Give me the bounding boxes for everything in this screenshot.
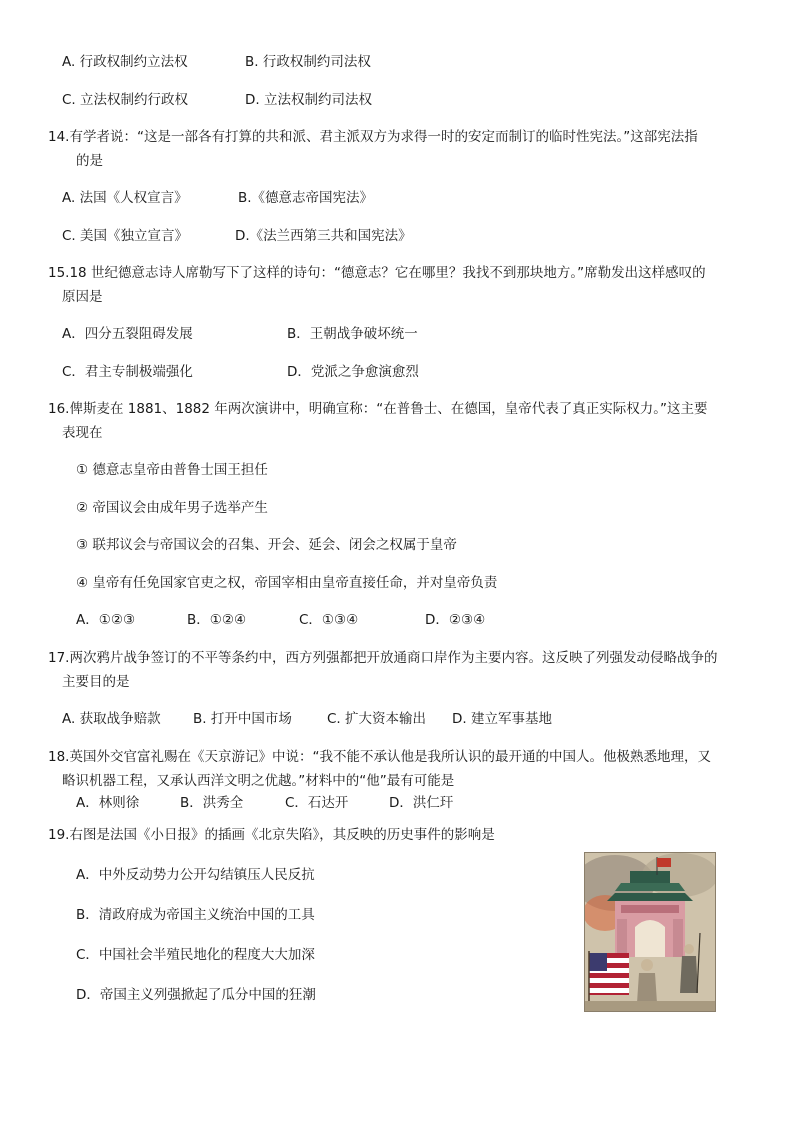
q14-option-d: D.《法兰西第三共和国宪法》 bbox=[235, 228, 412, 244]
q14-option-a: A. 法国《人权宣言》 bbox=[62, 190, 188, 206]
q15-stem-line1: 15.18 世纪德意志诗人席勒写下了这样的诗句：“德意志？它在哪里？我找不到那块地方。”席勒发出这样感叹的 bbox=[48, 265, 706, 281]
q18-option-a: A．林则徐 bbox=[76, 795, 140, 811]
q15-stem-line2: 原因是 bbox=[62, 289, 103, 305]
q19-option-c: C．中国社会半殖民地化的程度大大加深 bbox=[76, 947, 315, 963]
q16-option-a: A．①②③ bbox=[76, 612, 136, 628]
q16-stem-line1: 16.俾斯麦在 1881、1882 年两次演讲中，明确宣称：“在普鲁士、在德国，皇帝代表了真正实际权力。”这主要 bbox=[48, 401, 708, 417]
q16-stem-line2: 表现在 bbox=[62, 425, 103, 441]
q18-stem-line1: 18.英国外交官富礼赐在《天京游记》中说：“我不能不承认他是我所认识的最开通的中国人。他极熟悉地理，又 bbox=[48, 749, 711, 765]
q13-option-d: D. 立法权制约司法权 bbox=[245, 92, 372, 108]
q18-stem-line2: 略识机器工程，又承认西洋文明之优越。”材料中的“他”最有可能是 bbox=[62, 773, 455, 789]
q18-option-b: B．洪秀全 bbox=[180, 795, 244, 811]
q19-stem-line1: 19.右图是法国《小日报》的插画《北京失陷》，其反映的历史事件的影响是 bbox=[48, 827, 495, 843]
fall-of-peking-illustration bbox=[584, 852, 716, 1012]
q15-option-a: A．四分五裂阻碍发展 bbox=[62, 326, 193, 342]
q16-statement-2: ② 帝国议会由成年男子选举产生 bbox=[76, 500, 268, 516]
q17-option-d: D. 建立军事基地 bbox=[452, 711, 552, 727]
q17-option-b: B. 打开中国市场 bbox=[193, 711, 292, 727]
q16-statement-3: ③ 联邦议会与帝国议会的召集、开会、延会、闭会之权属于皇帝 bbox=[76, 537, 457, 553]
q19-option-b: B．清政府成为帝国主义统治中国的工具 bbox=[76, 907, 315, 923]
q13-option-a: A. 行政权制约立法权 bbox=[62, 54, 188, 70]
q17-stem-line1: 17.两次鸦片战争签订的不平等条约中，西方列强都把开放通商口岸作为主要内容。这反映了列强发动侵略战争的 bbox=[48, 650, 718, 666]
q14-option-b: B.《德意志帝国宪法》 bbox=[238, 190, 374, 206]
q14-stem-line1: 14.有学者说：“这是一部各有打算的共和派、君主派双方为求得一时的安定而制订的临时性宪法。”这部宪法指 bbox=[48, 129, 698, 145]
q18-option-d: D．洪仁玕 bbox=[389, 795, 454, 811]
q19-option-a: A．中外反动势力公开勾结镇压人民反抗 bbox=[76, 867, 315, 883]
q15-option-d: D．党派之争愈演愈烈 bbox=[287, 364, 419, 380]
q16-option-d: D．②③④ bbox=[425, 612, 486, 628]
q15-option-c: C．君主专制极端强化 bbox=[62, 364, 193, 380]
q16-option-b: B．①②④ bbox=[187, 612, 247, 628]
q13-option-b: B. 行政权制约司法权 bbox=[245, 54, 371, 70]
q16-statement-1: ① 德意志皇帝由普鲁士国王担任 bbox=[76, 462, 268, 478]
q14-stem-line2: 的是 bbox=[76, 153, 103, 169]
q17-option-a: A. 获取战争赔款 bbox=[62, 711, 161, 727]
q17-stem-line2: 主要目的是 bbox=[62, 674, 130, 690]
q14-option-c: C. 美国《独立宣言》 bbox=[62, 228, 189, 244]
q16-statement-4: ④ 皇帝有任免国家官吏之权，帝国宰相由皇帝直接任命，并对皇帝负责 bbox=[76, 575, 498, 591]
q16-option-c: C．①③④ bbox=[299, 612, 359, 628]
q17-option-c: C. 扩大资本输出 bbox=[327, 711, 427, 727]
q18-option-c: C．石达开 bbox=[285, 795, 349, 811]
q19-option-d: D．帝国主义列强掀起了瓜分中国的狂潮 bbox=[76, 987, 316, 1003]
q13-option-c: C. 立法权制约行政权 bbox=[62, 92, 189, 108]
q15-option-b: B．王朝战争破坏统一 bbox=[287, 326, 418, 342]
